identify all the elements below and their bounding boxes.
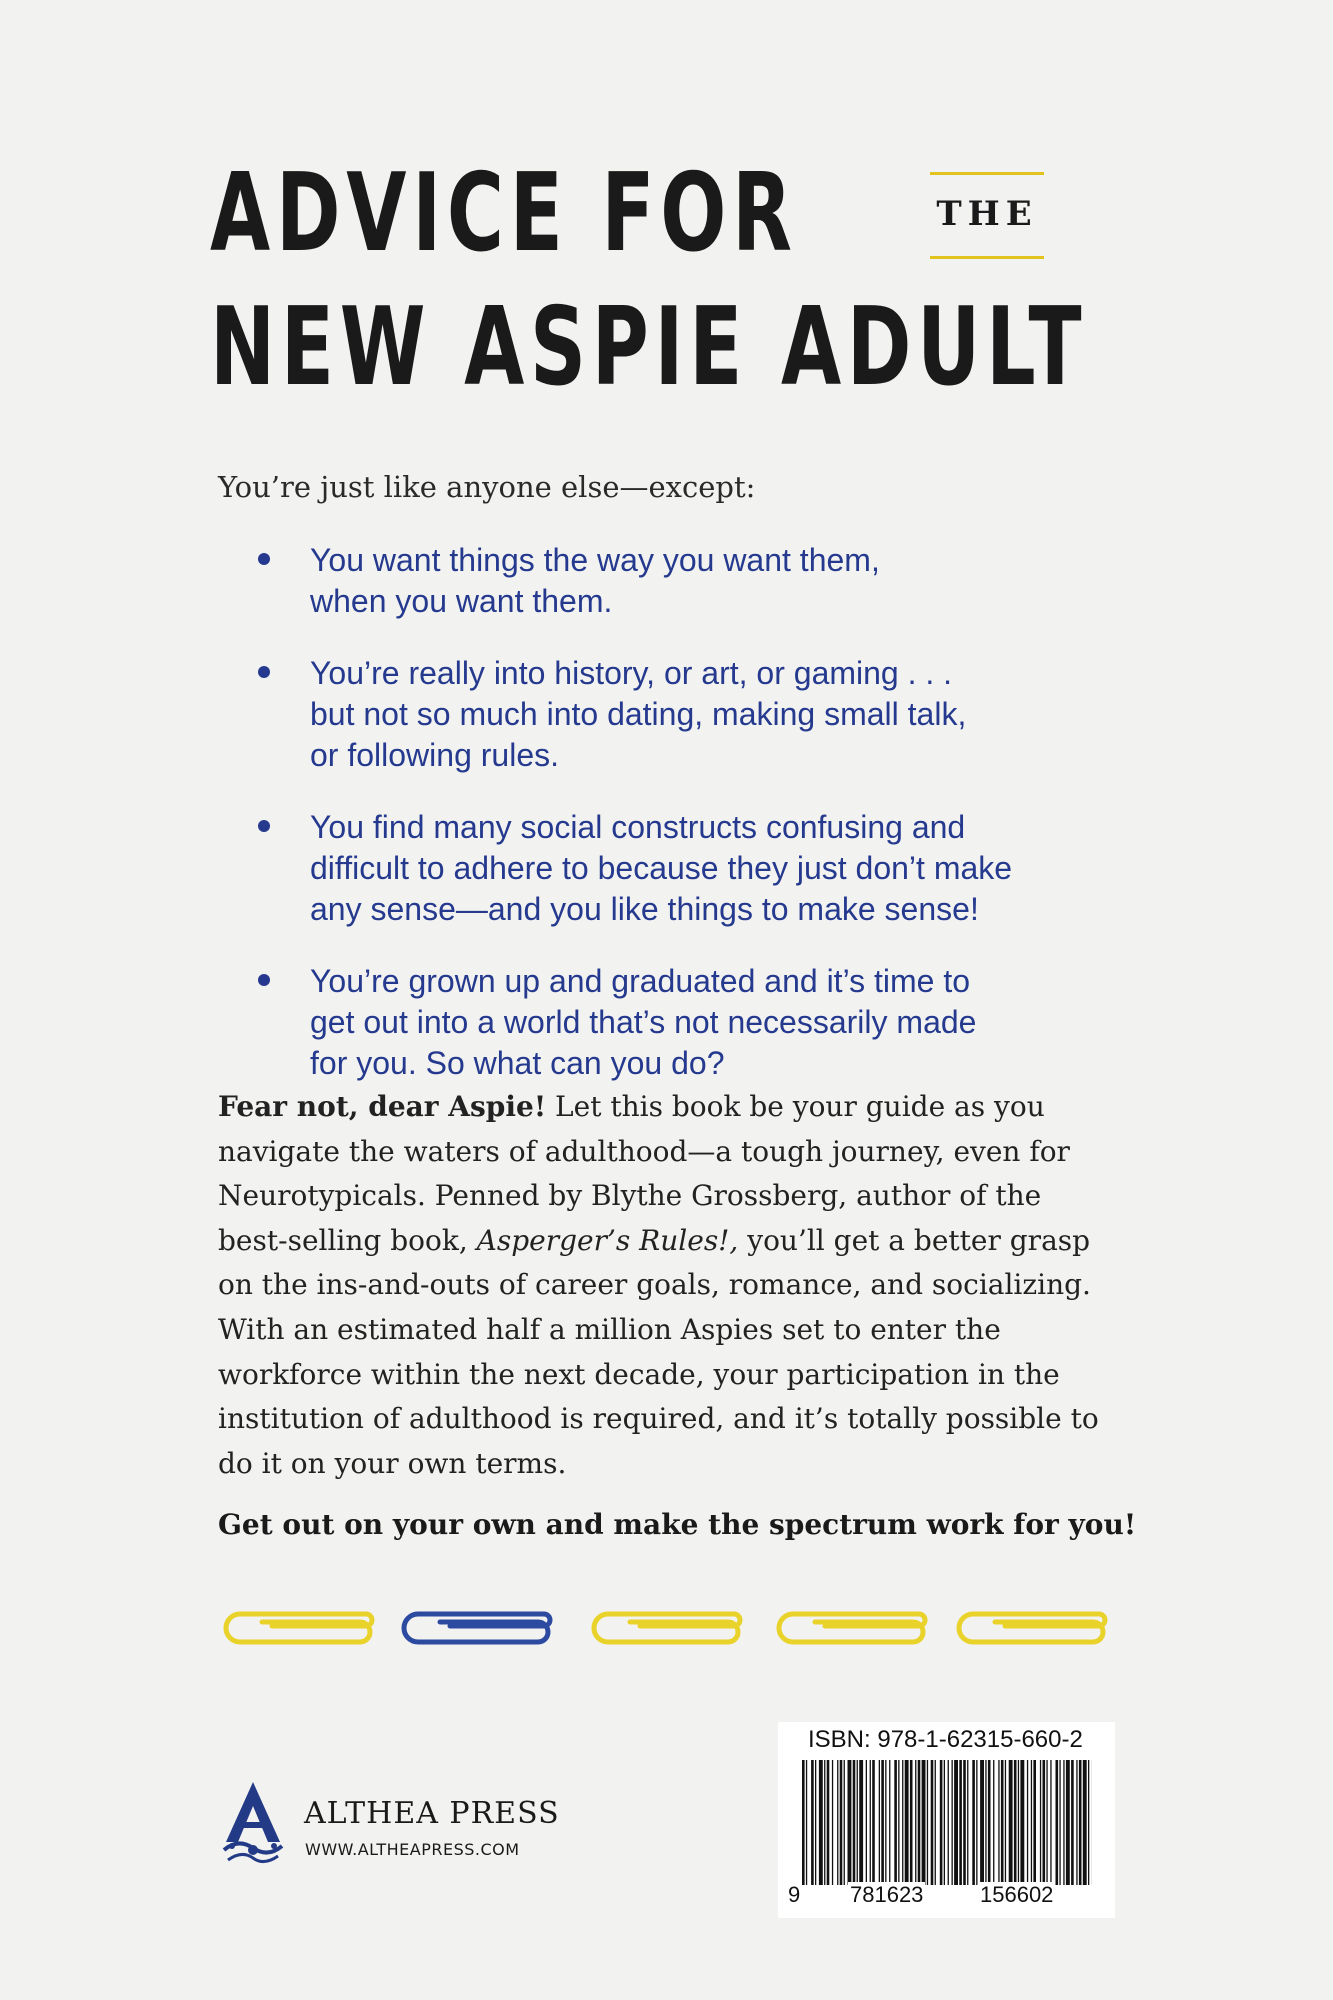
bullet-dot-icon [258,820,270,832]
barcode-bar [922,1760,926,1885]
bullet-line: but not so much into dating, making small talk, [310,696,967,732]
barcode-bar [1009,1760,1013,1885]
barcode-bar [927,1760,928,1885]
barcode-bar [889,1760,890,1885]
barcode-bar [894,1760,897,1885]
bullet-line: get out into a world that’s not necessarily made [310,1004,977,1040]
barcode-bar [935,1760,936,1885]
bullet-line: for you. So what can you do? [310,1045,725,1081]
barcode-bar [910,1760,913,1885]
barcode-bar [806,1760,807,1885]
barcode-bar [1050,1760,1051,1885]
barcode-bar [827,1760,830,1885]
barcode-bar [959,1760,962,1885]
barcode-bar [1063,1760,1064,1885]
description-lead: Fear not, dear Aspie! [218,1090,547,1123]
barcode-bar [1040,1760,1041,1885]
barcode-bar [859,1760,863,1885]
barcode-bar [918,1760,921,1885]
description-text-2: you’ll get a better grasp on the ins-and-outs of career goals, romance, and socializing. With an estimated half a million Aspies set to enter the workforce within the next decade, your participation in the institution of adulthood is required, and it’s totally possible to do it on your own terms. [218,1223,1099,1480]
publisher-name: ALTHEA PRESS [304,1796,560,1831]
barcode-bar [902,1760,903,1885]
bullet-dot-icon [258,974,270,986]
the-rule-top [930,172,1044,175]
barcode-bar [1066,1760,1070,1885]
barcode-bar [837,1760,838,1885]
paperclip-icon [400,1608,558,1648]
paperclip-icon [775,1608,933,1648]
barcode-bar [915,1760,916,1885]
barcode-bar [993,1760,994,1885]
barcode-bar [940,1760,943,1885]
barcode-digits-left: 781623 [850,1882,924,1907]
paperclip-icon [955,1608,1113,1648]
barcode-bar [1033,1760,1036,1885]
isbn-label: ISBN: 978-1-62315-660-2 [808,1726,1083,1753]
barcode-bar [944,1760,945,1885]
barcode-bar [1076,1760,1077,1885]
barcode-bar [963,1760,966,1885]
description-paragraph [218,1085,1118,1486]
paperclip-row [0,1608,1333,1658]
barcode-bar [881,1760,884,1885]
barcode-bar [811,1760,814,1885]
bullet-line: You find many social constructs confusing and [310,809,966,845]
publisher-url: WWW.ALTHEAPRESS.COM [305,1840,520,1859]
barcode-bar [819,1760,823,1885]
bullet-list [258,540,1138,1115]
barcode-bar [848,1760,852,1885]
barcode-bar [998,1760,999,1885]
barcode-digit-first: 9 [788,1882,801,1907]
barcode-bar [1031,1760,1032,1885]
barcode-bar [1043,1760,1046,1885]
barcode-bar [1071,1760,1074,1885]
bullet-item [258,961,1138,1084]
description-text-1: Let this book be your guide as you navigate the waters of adulthood—a tough journey, even for Neurotypicals. Penned by Blythe Grossberg, author of the best-selling book, [218,1090,1070,1257]
barcode-bar [1005,1760,1006,1885]
barcode-bar [866,1760,867,1885]
bullet-line: You’re grown up and graduated and it’s time to [310,963,971,999]
the-badge [930,172,1044,260]
barcode-bar [954,1760,958,1885]
barcode-bar [1059,1760,1060,1885]
althea-logo-icon [218,1780,288,1866]
paperclip-icon [590,1608,748,1648]
bullet-dot-icon [258,553,270,565]
bullet-dot-icon [258,666,270,678]
barcode-bar [1001,1760,1004,1885]
barcode-bar [872,1760,875,1885]
barcode-bar [980,1760,984,1885]
barcode-bar [1088,1760,1089,1885]
bullet-item [258,540,1138,622]
barcode-bar [931,1760,934,1885]
bullet-line: difficult to adhere to because they just don’t make [310,850,1013,886]
barcode-bar [844,1760,845,1885]
barcode-bar [1083,1760,1087,1885]
barcode-bar [1014,1760,1017,1885]
barcode-bar [857,1760,858,1885]
barcode-bar [1018,1760,1019,1885]
barcode-bar [879,1760,880,1885]
barcode-bar [976,1760,977,1885]
closing-tagline: Get out on your own and make the spectrum work for you! [218,1508,1137,1541]
intro-text: You’re just like anyone else—except: [218,470,756,504]
title-line-2: NEW ASPIE ADULT [210,285,1088,410]
bullet-item [258,807,1138,930]
barcode-bar [988,1760,991,1885]
bullet-line: when you want them. [310,583,613,619]
barcode-bar [824,1760,825,1885]
barcode-panel [778,1722,1115,1918]
bullet-item [258,653,1138,776]
barcode-bar [870,1760,871,1885]
the-rule-bottom [930,256,1044,259]
barcode-bar [832,1760,833,1885]
barcode-bar [853,1760,856,1885]
barcode-bar [1020,1760,1024,1885]
barcode-bar [802,1760,805,1885]
book-title-reference: Asperger’s Rules!, [476,1223,739,1257]
barcode-bar [948,1760,949,1885]
bullet-line: You want things the way you want them, [310,542,880,578]
barcode-digits-right: 156602 [980,1882,1054,1907]
the-label: THE [936,194,1038,234]
title-line-1: ADVICE FOR [210,151,798,276]
barcode-bar [1056,1760,1059,1885]
barcode-bar [952,1760,953,1885]
barcode-bar [972,1760,975,1885]
paperclip-icon [222,1608,380,1648]
barcode-bar [1079,1760,1082,1885]
barcode-bar [840,1760,843,1885]
barcode-bar [905,1760,909,1885]
bullet-line: or following rules. [310,737,559,773]
barcode-bar [815,1760,816,1885]
bullet-line: You’re really into history, or art, or gaming . . . [310,655,953,691]
barcode-bar [967,1760,968,1885]
barcode-bar [985,1760,986,1885]
barcode-bar [885,1760,886,1885]
barcode-bar [1027,1760,1028,1885]
barcode-bar [1046,1760,1047,1885]
barcode-graphic [802,1760,1092,1885]
bullet-line: any sense—and you like things to make sense! [310,891,979,927]
barcode-bar [898,1760,899,1885]
